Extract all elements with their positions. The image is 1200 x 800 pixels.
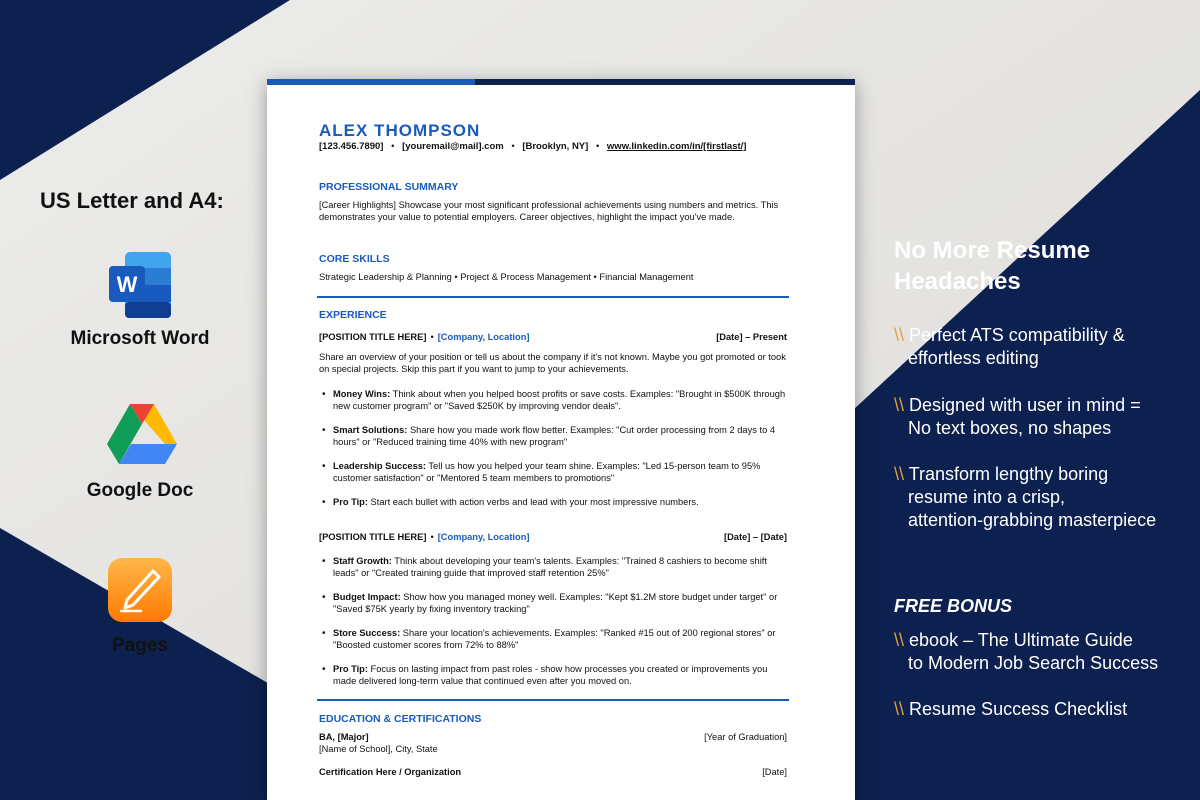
app-label-pages: Pages [112,635,168,656]
app-label-google-doc: Google Doc [86,480,194,501]
bonus-title: FREE BONUS [894,596,1013,616]
job-header: [POSITION TITLE HERE] • [Company, Location] [Date] – Present [319,332,787,342]
job-header: [POSITION TITLE HERE] • [Company, Location] [Date] – [Date] [319,532,787,542]
microsoft-word-icon [105,250,175,320]
certification-row [319,767,787,779]
resume-contact-line: [123.456.7890] • [youremail@mail].com • [Brooklyn, NY] • www.linkedin.com/in/[firstlast/] [319,141,747,152]
app-google-doc [60,402,220,502]
job-intro: Share an overview of your position or tell us about the company if it's not known. Maybe you got promoted or took on special projects. Skip this part if you want to jump to your achievements. [319,352,786,374]
resume-page [267,79,855,800]
education-school: [Name of School], City, State [319,744,438,754]
skills-text: Strategic Leadership & Planning • Project & Process Management • Financial Management [319,272,694,282]
education-degree: BA, [Major] [319,732,369,742]
job-company: [Company, Location] [437,532,530,542]
section-heading-experience: EXPERIENCE [319,309,387,321]
bullet-item: • Pro Tip: Start each bullet with action verbs and lead with your most impressive numbers. [319,497,789,509]
resume-top-bar-navy [475,79,855,85]
bullet-item: • Leadership Success: Tell us how you helped your team shine. Examples: "Led 15-person team to 95% customer satisfaction" or "Mentored 5 team members to promotions" [319,461,789,484]
feature-item: \\ Transform lengthy boring resume into a crisp, attention-grabbing masterpiece [894,464,1157,530]
resume-top-bar-accent [267,79,475,85]
google-drive-icon [105,402,175,472]
contact-linkedin-link[interactable]: www.linkedin.com/in/[firstlast/] [606,141,747,152]
headline: No More Resume Headaches [894,237,1091,295]
slash-marker: \\ [894,464,905,484]
contact-email: [youremail@mail].com [402,141,504,152]
bullet-item: • Store Success: Share your location's achievements. Examples: "Ranked #15 out of 200 regional stores" or "Boosted customer scores from 72% to 88%" [319,628,789,651]
section-divider [317,296,789,298]
education-grad-year: [Year of Graduation] [704,732,787,742]
slash-marker: \\ [894,325,905,345]
section-heading-skills: CORE SKILLS [319,253,390,265]
job-date: [Date] – [Date] [723,532,787,542]
section-divider [317,699,789,701]
svg-text:W: W [116,272,138,297]
education-degree-row [319,732,787,744]
section-heading-summary: PROFESSIONAL SUMMARY [319,181,459,193]
bullet-item: • Smart Solutions: Share how you made work flow better. Examples: "Cut order processing from 2 days to 4 hours" or "Reduced training time 40% with new program" [319,425,789,448]
job-company: [Company, Location] [437,332,530,342]
bullet-item: • Pro Tip: Focus on lasting impact from past roles - show how processes you created or improvements you made delivered long-term value that continued even after you moved on. [319,664,789,687]
apple-pages-icon [105,557,175,627]
job-title: [POSITION TITLE HERE] [319,532,427,542]
slash-marker: \\ [894,630,905,650]
formats-title: US Letter and A4: [40,188,224,213]
bonus-item: \\ Resume Success Checklist [894,699,1128,719]
job-title: [POSITION TITLE HERE] [319,332,427,342]
app-label-word: Microsoft Word [70,328,210,349]
app-word [60,250,220,350]
bullet-item: • Budget Impact: Show how you managed money well. Examples: "Kept $1.2M store budget under target" or "Saved $75K yearly by fixing inventory tracking" [319,592,789,615]
contact-phone: [123.456.7890] [319,141,384,152]
feature-item: \\ Perfect ATS compatibility & effortless editing [894,325,1125,368]
bullet-item: • Staff Growth: Think about developing your team's talents. Examples: "Trained 8 cashiers to become shift leads" or "Created training guide that improved staff retention 25%" [319,556,789,579]
certification-name: Certification Here / Organization [319,767,462,777]
contact-location: [Brooklyn, NY] [522,141,589,152]
feature-item: \\ Designed with user in mind = No text boxes, no shapes [894,395,1141,438]
resume-name: ALEX THOMPSON [319,121,481,140]
bonus-item: \\ ebook – The Ultimate Guide to Modern Job Search Success [894,630,1159,673]
summary-text: [Career Highlights] Showcase your most significant professional achievements using numbers and metrics. This demonstrates your value to potential employers. Career objectives, highlight the impact you've made. [319,200,779,222]
app-pages [60,557,220,657]
slash-marker: \\ [894,699,905,719]
bullet-item: • Money Wins: Think about when you helped boost profits or save costs. Examples: "Brought in $500K through new customer program" or "Saved $250K by improving vendor deals". [319,389,789,412]
slash-marker: \\ [894,395,905,415]
certification-date: [Date] [762,767,787,777]
section-heading-education: EDUCATION & CERTIFICATIONS [319,713,482,725]
job-date: [Date] – Present [716,332,787,342]
